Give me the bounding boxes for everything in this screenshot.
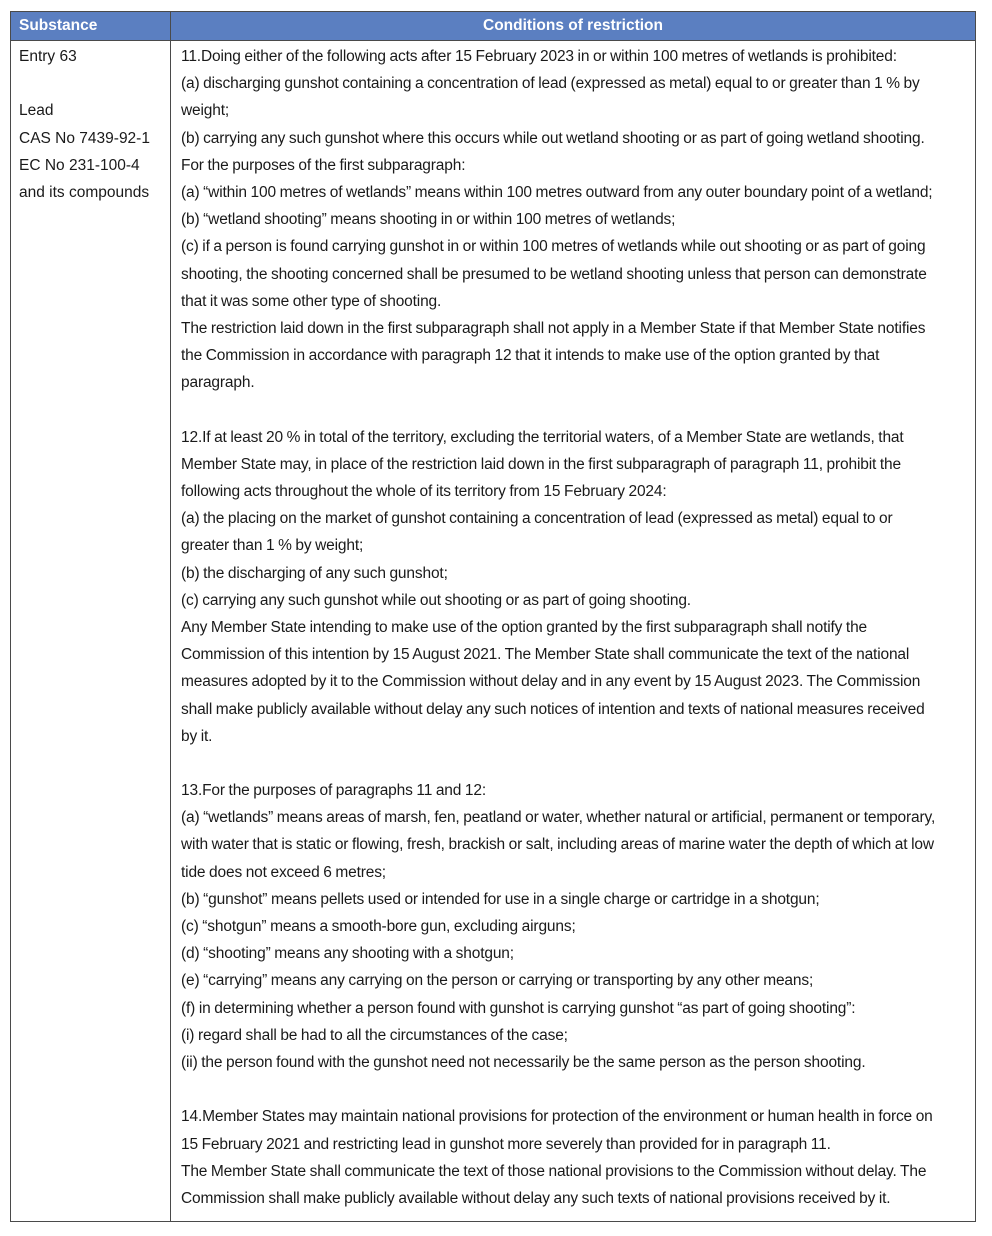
condition-line: (b) carrying any such gunshot where this occurs while out wetland shooting or as part of going wetland shooting.	[181, 129, 925, 147]
condition-line: (i) regard shall be had to all the circumstances of the case;	[181, 1026, 568, 1044]
condition-line: (a) the placing on the market of gunshot containing a concentration of lead (expressed as metal) equal to or	[181, 510, 893, 528]
condition-line: the Commission in accordance with paragraph 12 that it intends to make use of the option granted by that	[181, 347, 880, 365]
substance-suffix: and its compounds	[19, 183, 150, 201]
condition-line: For the purposes of the first subparagraph:	[181, 156, 466, 174]
cas-number: CAS No 7439-92-1	[19, 129, 150, 147]
condition-line: by it.	[181, 727, 213, 745]
condition-line: (a) “wetlands” means areas of marsh, fen, peatland or water, whether natural or artificial, permanent or temporary,	[181, 809, 936, 827]
condition-line: (f) in determining whether a person found with gunshot is carrying gunshot “as part of going shooting”:	[181, 999, 856, 1017]
substance-name: Lead	[19, 102, 54, 120]
condition-line: that it was some other type of shooting.	[181, 292, 442, 310]
entry-number: Entry 63	[19, 48, 77, 65]
condition-line: (c) if a person is found carrying gunshot in or within 100 metres of wetlands while out shooting or as part of going	[181, 238, 926, 256]
condition-line: (d) “shooting” means any shooting with a shotgun;	[181, 945, 514, 963]
paragraph-spacer	[181, 1076, 975, 1103]
condition-line: following acts throughout the whole of its territory from 15 February 2024:	[181, 483, 667, 500]
condition-line: (b) the discharging of any such gunshot;	[181, 564, 448, 582]
condition-line: Commission shall make publicly available without delay any such texts of national provisions received by it.	[181, 1189, 891, 1207]
paragraph-spacer	[181, 396, 975, 423]
condition-line: shall make publicly available without delay any such notices of intention and texts of national measures received	[181, 700, 925, 718]
condition-line: 14.Member States may maintain national provisions for protection of the environment or human health in force on	[181, 1108, 933, 1126]
condition-line: (b) “wetland shooting” means shooting in or within 100 metres of wetlands;	[181, 211, 676, 229]
condition-line: (b) “gunshot” means pellets used or intended for use in a single charge or cartridge in a shotgun;	[181, 890, 820, 908]
conditions-cell	[171, 41, 975, 1221]
condition-line: (a) “within 100 metres of wetlands” means within 100 metres outward from any outer boundary point of a wetland;	[181, 183, 933, 201]
condition-line: weight;	[181, 102, 230, 120]
condition-line: paragraph.	[181, 374, 255, 392]
condition-line: 11.Doing either of the following acts after 15 February 2023 in or within 100 metres of wetlands is prohibited:	[181, 48, 897, 65]
table-header-row	[11, 12, 975, 41]
table-row	[11, 41, 975, 1221]
condition-line: 12.If at least 20 % in total of the territory, excluding the territorial waters, of a Member State are wetlands, that	[181, 428, 904, 446]
condition-line: The Member State shall communicate the text of those national provisions to the Commission without delay. The	[181, 1162, 927, 1180]
condition-line: Any Member State intending to make use of the option granted by the first subparagraph shall notify the	[181, 618, 868, 636]
condition-line: Commission of this intention by 15 August 2021. The Member State shall communicate the text of the national	[181, 646, 910, 664]
header-conditions: Conditions of restriction	[483, 17, 663, 34]
condition-line: 13.For the purposes of paragraphs 11 and 12:	[181, 782, 486, 800]
condition-line: (e) “carrying” means any carrying on the person or carrying or transporting by any other means;	[181, 972, 814, 990]
condition-line: greater than 1 % by weight;	[181, 537, 364, 555]
condition-line: shooting, the shooting concerned shall be presumed to be wetland shooting unless that person can demonstrate	[181, 265, 927, 283]
restriction-table	[10, 11, 976, 1222]
condition-line: with water that is static or flowing, fresh, brackish or salt, including areas of marine water the depth of which at low	[181, 836, 934, 854]
header-substance: Substance	[11, 12, 171, 40]
spacer	[19, 70, 170, 97]
condition-line: Member State may, in place of the restriction laid down in the first subparagraph of paragraph 11, prohibit the	[181, 455, 901, 473]
ec-number: EC No 231-100-4	[19, 156, 140, 174]
condition-line: (ii) the person found with the gunshot need not necessarily be the same person as the person shooting.	[181, 1053, 866, 1071]
condition-line: 15 February 2021 and restricting lead in gunshot more severely than provided for in paragraph 11.	[181, 1135, 831, 1153]
condition-line: (c) “shotgun” means a smooth-bore gun, excluding airguns;	[181, 918, 576, 935]
paragraph-spacer	[181, 750, 975, 777]
condition-line: (a) discharging gunshot containing a concentration of lead (expressed as metal) equal to or greater than 1 % by	[181, 75, 920, 93]
condition-line: tide does not exceed 6 metres;	[181, 863, 386, 881]
condition-line: measures adopted by it to the Commission without delay and in any event by 15 August 2023. The Commission	[181, 673, 921, 691]
condition-line: The restriction laid down in the first subparagraph shall not apply in a Member State if that Member State notifies	[181, 319, 926, 337]
substance-cell	[11, 41, 171, 1221]
condition-line: (c) carrying any such gunshot while out shooting or as part of going shooting.	[181, 591, 691, 609]
